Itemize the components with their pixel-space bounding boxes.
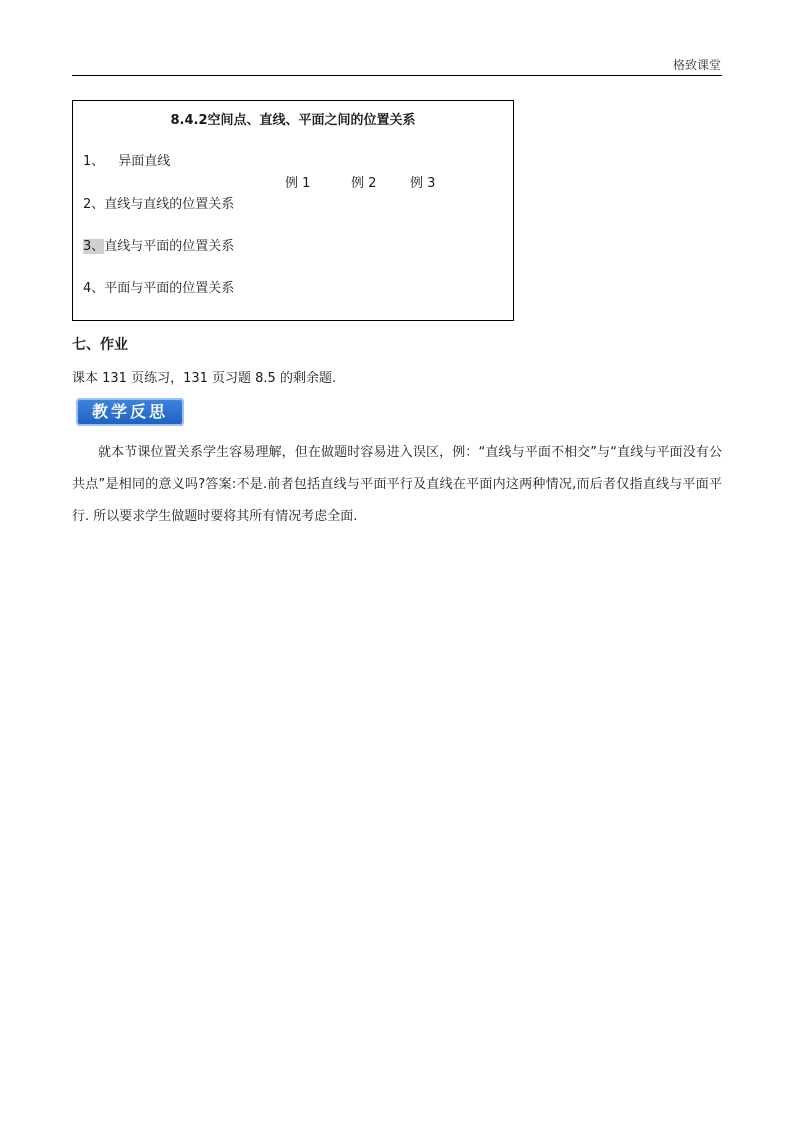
board-item-plane-plane: 4、平面与平面的位置关系 (83, 281, 235, 296)
board-title: 8.4.2空间点、直线、平面之间的位置关系 (170, 113, 416, 128)
board-item-skew-lines (83, 150, 170, 169)
board-item-line-line: 2、直线与直线的位置关系 (83, 197, 235, 212)
board-item-text: 直线与平面的位置关系 (104, 239, 235, 254)
board-item-text: 异面直线 (118, 154, 171, 169)
example-2-label: 例 2 (351, 176, 377, 191)
highlighted-item-number: 3、 (83, 239, 105, 254)
homework-heading: 七、作业 (72, 337, 128, 353)
teaching-reflection-badge: 教学反思 (76, 398, 184, 426)
homework-text: 课本 131 页练习，131 页习题 8.5 的剩余题. (72, 371, 337, 386)
header-divider (72, 75, 722, 76)
example-3-label: 例 3 (410, 176, 436, 191)
blackboard-design-box (72, 100, 514, 321)
reflection-paragraph: 就本节课位置关系学生容易理解，但在做题时容易进入误区，例：“直线与平面不相交”与“直线与平面没有公共点”是相同的意义吗?答案:不是.前者包括直线与平面平行及直线在平面内这两种情况,而后者仅指直线与平面平行. 所以要求学生做题时要将其所有情况考虑全面. (72, 445, 722, 524)
header-brand: 格致课堂 (672, 58, 721, 72)
board-item-line-plane (83, 235, 234, 254)
board-item-number: 1、 (83, 154, 105, 169)
example-1-label: 例 1 (285, 176, 311, 191)
